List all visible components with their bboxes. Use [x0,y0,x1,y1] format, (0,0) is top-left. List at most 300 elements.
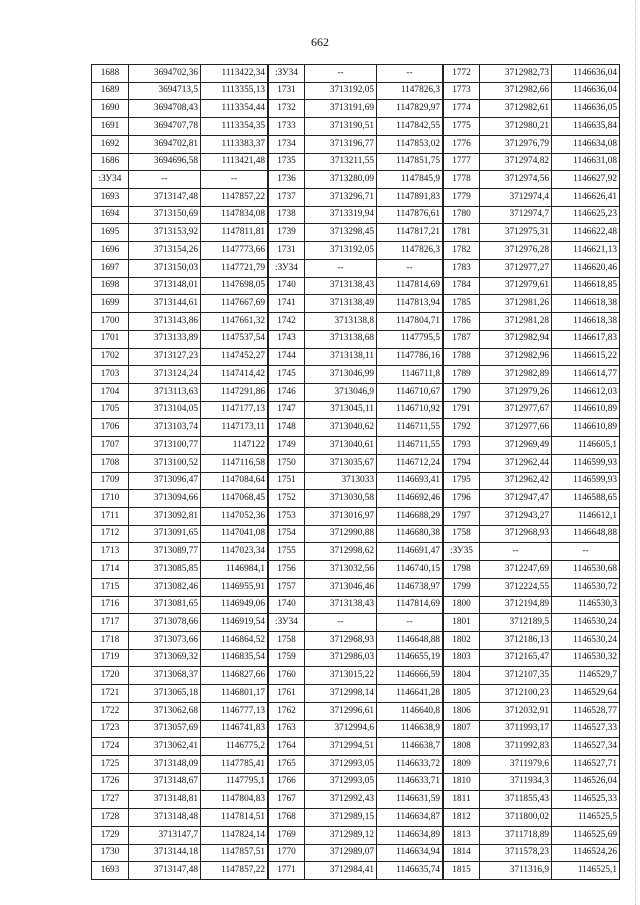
x-coordinate-cell: 3713035,67 [305,454,377,472]
x-coordinate-cell: -- [129,171,201,189]
x-coordinate-cell: 3711578,23 [480,844,552,862]
table-row [92,596,268,614]
x-coordinate-cell: 3713144,61 [129,295,201,313]
x-coordinate-cell: 3713068,37 [129,667,201,685]
point-number-cell: 1776 [444,135,480,153]
x-coordinate-cell: 3712986,03 [305,649,377,667]
y-coordinate-cell: 1146530,32 [552,649,620,667]
y-coordinate-cell: 1146636,05 [552,100,620,118]
table-row [269,472,443,490]
point-number-cell: 1715 [92,578,129,596]
point-number-cell: 1753 [269,507,305,525]
table-row [269,295,443,313]
y-coordinate-cell: 1146636,04 [552,65,620,83]
table-row [444,277,620,295]
table-row [92,118,268,136]
point-number-cell: 1809 [444,756,480,774]
point-number-cell: 1741 [269,295,305,313]
table-row [269,401,443,419]
y-coordinate-cell: 1146620,46 [552,259,620,277]
table-row [444,401,620,419]
x-coordinate-cell: 3712980,21 [480,118,552,136]
point-number-cell: 1710 [92,490,129,508]
y-coordinate-cell: 1146711,8 [377,366,443,384]
point-number-cell: 1761 [269,685,305,703]
x-coordinate-cell: 3713153,92 [129,224,201,242]
y-coordinate-cell: 1147813,94 [377,295,443,313]
y-coordinate-cell: 1113355,13 [201,82,268,100]
point-number-cell: 1692 [92,135,129,153]
x-coordinate-cell: 3713138,68 [305,330,377,348]
y-coordinate-cell: 1146777,13 [201,702,268,720]
table-row [269,348,443,366]
table-row [444,224,620,242]
point-number-cell: 1693 [92,189,129,207]
table-row [444,844,620,862]
table-row [444,649,620,667]
y-coordinate-cell: 1146627,92 [552,171,620,189]
x-coordinate-cell: 3712982,66 [480,82,552,100]
table-row [92,649,268,667]
point-number-cell: 1691 [92,118,129,136]
y-coordinate-cell: 1146919,54 [201,614,268,632]
x-coordinate-cell: 3713127,23 [129,348,201,366]
y-coordinate-cell: 1146711,55 [377,419,443,437]
table-row [444,667,620,685]
table-row [92,135,268,153]
y-coordinate-cell: 1146635,84 [552,118,620,136]
y-coordinate-cell: 1146631,08 [552,153,620,171]
point-number-cell: 1793 [444,437,480,455]
point-number-cell: 1749 [269,437,305,455]
point-number-cell: :ЗУ35 [444,543,480,561]
y-coordinate-cell: 1146636,04 [552,82,620,100]
x-coordinate-cell: 3711316,9 [480,862,552,880]
y-coordinate-cell: 1113421,48 [201,153,268,171]
table-row [269,330,443,348]
y-coordinate-cell: 1146528,77 [552,702,620,720]
x-coordinate-cell: 3711718,89 [480,826,552,844]
point-number-cell: 1750 [269,454,305,472]
y-coordinate-cell: 1147667,69 [201,295,268,313]
y-coordinate-cell: 1147785,41 [201,756,268,774]
x-coordinate-cell: 3712994,51 [305,738,377,756]
x-coordinate-cell: 3713089,77 [129,543,201,561]
table-row [444,313,620,331]
y-coordinate-cell: 1146648,88 [377,632,443,650]
table-row [269,419,443,437]
x-coordinate-cell: 3694707,78 [129,118,201,136]
table-row [269,242,443,260]
table-row [444,578,620,596]
y-coordinate-cell: 1147842,55 [377,118,443,136]
x-coordinate-cell: 3713085,85 [129,561,201,579]
point-number-cell: 1812 [444,809,480,827]
point-number-cell: 1739 [269,224,305,242]
x-coordinate-cell: 3713015,22 [305,667,377,685]
y-coordinate-cell: 1147084,64 [201,472,268,490]
table-row [92,756,268,774]
y-coordinate-cell: 1147851,75 [377,153,443,171]
table-row [444,685,620,703]
x-coordinate-cell: 3713192,05 [305,82,377,100]
x-coordinate-cell: 3713062,41 [129,738,201,756]
x-coordinate-cell: 3713091,65 [129,525,201,543]
y-coordinate-cell: -- [377,65,443,83]
x-coordinate-cell: 3713078,66 [129,614,201,632]
table-row [444,383,620,401]
point-number-cell: 1805 [444,685,480,703]
point-number-cell: :ЗУ34 [269,614,305,632]
x-coordinate-cell: 3713040,61 [305,437,377,455]
table-row [92,401,268,419]
table-row [92,525,268,543]
table-row [269,791,443,809]
point-number-cell: 1742 [269,313,305,331]
table-row [444,525,620,543]
point-number-cell: 1767 [269,791,305,809]
y-coordinate-cell: 1146618,85 [552,277,620,295]
x-coordinate-cell: 3713046,99 [305,366,377,384]
x-coordinate-cell: 3712981,26 [480,295,552,313]
x-coordinate-cell: 3713296,71 [305,189,377,207]
table-row [92,171,268,189]
table-row [444,118,620,136]
x-coordinate-cell: 3713154,26 [129,242,201,260]
point-number-cell: 1769 [269,826,305,844]
y-coordinate-cell: 1146835,54 [201,649,268,667]
x-coordinate-cell: 3713150,69 [129,206,201,224]
y-coordinate-cell: 1146712,24 [377,454,443,472]
point-number-cell: 1727 [92,791,129,809]
table-row [92,614,268,632]
x-coordinate-cell: 3713147,48 [129,862,201,880]
table-row [269,596,443,614]
point-number-cell: 1752 [269,490,305,508]
x-coordinate-cell: 3713138,43 [305,596,377,614]
x-coordinate-cell: 3713113,63 [129,383,201,401]
point-number-cell: 1722 [92,702,129,720]
point-number-cell: 1701 [92,330,129,348]
y-coordinate-cell: 1147817,21 [377,224,443,242]
table-row [444,809,620,827]
y-coordinate-cell: 1146688,29 [377,507,443,525]
table-row [444,756,620,774]
x-coordinate-cell: 3713196,77 [305,135,377,153]
y-coordinate-cell: 1146827,66 [201,667,268,685]
x-coordinate-cell: 3713069,32 [129,649,201,667]
x-coordinate-cell: 3713062,68 [129,702,201,720]
point-number-cell: 1782 [444,242,480,260]
y-coordinate-cell: 1146680,38 [377,525,443,543]
x-coordinate-cell: 3712975,31 [480,224,552,242]
table-row [269,135,443,153]
x-coordinate-cell: 3713191,69 [305,100,377,118]
table-row [269,206,443,224]
table-row [444,330,620,348]
table-row [269,720,443,738]
y-coordinate-cell: 1146740,15 [377,561,443,579]
point-number-cell: 1706 [92,419,129,437]
point-number-cell: 1728 [92,809,129,827]
point-number-cell: 1708 [92,454,129,472]
y-coordinate-cell: 1146526,04 [552,773,620,791]
table-row [92,277,268,295]
point-number-cell: 1794 [444,454,480,472]
point-number-cell: 1802 [444,632,480,650]
y-coordinate-cell: 1146738,97 [377,578,443,596]
coordinates-table-right [443,64,620,880]
point-number-cell: 1799 [444,578,480,596]
y-coordinate-cell: -- [201,171,268,189]
point-number-cell: 1731 [269,82,305,100]
point-number-cell: 1714 [92,561,129,579]
point-number-cell: 1778 [444,171,480,189]
y-coordinate-cell: 1147795,1 [201,773,268,791]
table-row [444,614,620,632]
x-coordinate-cell: 3712981,28 [480,313,552,331]
y-coordinate-cell: 1146610,89 [552,401,620,419]
table-row [92,295,268,313]
x-coordinate-cell: 3694708,43 [129,100,201,118]
table-row [444,596,620,614]
x-coordinate-cell: 3713148,09 [129,756,201,774]
point-number-cell: 1751 [269,472,305,490]
y-coordinate-cell: 1146529,7 [552,667,620,685]
x-coordinate-cell: 3713104,05 [129,401,201,419]
point-number-cell: :ЗУ34 [269,65,305,83]
point-number-cell: 1806 [444,702,480,720]
point-number-cell: 1762 [269,702,305,720]
table-row [92,330,268,348]
y-coordinate-cell: 1147414,42 [201,366,268,384]
x-coordinate-cell: 3712165,47 [480,649,552,667]
x-coordinate-cell: 3712982,73 [480,65,552,83]
y-coordinate-cell: 1146638,7 [377,738,443,756]
table-row [92,578,268,596]
coordinates-table-middle [268,64,443,880]
x-coordinate-cell: 3713138,8 [305,313,377,331]
table-row [269,153,443,171]
y-coordinate-cell: 1147876,61 [377,206,443,224]
y-coordinate-cell: 1146524,26 [552,844,620,862]
point-number-cell: 1788 [444,348,480,366]
y-coordinate-cell: 1147452,27 [201,348,268,366]
point-number-cell: 1718 [92,632,129,650]
y-coordinate-cell: 1146530,3 [552,596,620,614]
y-coordinate-cell: 1147845,9 [377,171,443,189]
point-number-cell: 1730 [92,844,129,862]
y-coordinate-cell: 1147661,32 [201,313,268,331]
point-number-cell: 1699 [92,295,129,313]
y-coordinate-cell: 1146626,41 [552,189,620,207]
table-row [92,454,268,472]
y-coordinate-cell: 1147786,16 [377,348,443,366]
x-coordinate-cell: 3713100,52 [129,454,201,472]
y-coordinate-cell: 1147891,83 [377,189,443,207]
point-number-cell: 1711 [92,507,129,525]
x-coordinate-cell: 3713190,51 [305,118,377,136]
point-number-cell: 1796 [444,490,480,508]
point-number-cell: 1775 [444,118,480,136]
point-number-cell: 1694 [92,206,129,224]
point-number-cell: 1789 [444,366,480,384]
table-row [444,348,620,366]
table-row [269,632,443,650]
point-number-cell: 1763 [269,720,305,738]
point-number-cell: 1798 [444,561,480,579]
y-coordinate-cell: 1147177,13 [201,401,268,419]
y-coordinate-cell: 1146612,03 [552,383,620,401]
x-coordinate-cell: 3713092,81 [129,507,201,525]
x-coordinate-cell: 3712186,13 [480,632,552,650]
y-coordinate-cell: 1146530,72 [552,578,620,596]
table-row [92,82,268,100]
table-row [444,773,620,791]
x-coordinate-cell: -- [305,259,377,277]
x-coordinate-cell: 3713138,11 [305,348,377,366]
table-row [444,295,620,313]
x-coordinate-cell: 3711800,02 [480,809,552,827]
y-coordinate-cell: 1146801,17 [201,685,268,703]
page-number: 662 [311,35,329,49]
table-row [269,525,443,543]
x-coordinate-cell: 3712247,69 [480,561,552,579]
x-coordinate-cell: 3712976,28 [480,242,552,260]
point-number-cell: 1729 [92,826,129,844]
point-number-cell: 1707 [92,437,129,455]
y-coordinate-cell: 1147814,51 [201,809,268,827]
x-coordinate-cell: 3712993,05 [305,756,377,774]
point-number-cell: 1725 [92,756,129,774]
table-row [444,259,620,277]
x-coordinate-cell: 3712974,56 [480,171,552,189]
table-row [444,738,620,756]
point-number-cell: 1689 [92,82,129,100]
x-coordinate-cell: 3712968,93 [480,525,552,543]
x-coordinate-cell: 3713096,47 [129,472,201,490]
x-coordinate-cell: 3713192,05 [305,242,377,260]
coordinates-table-left [91,64,268,880]
point-number-cell: 1734 [269,135,305,153]
x-coordinate-cell: 3712989,07 [305,844,377,862]
point-number-cell: 1740 [269,596,305,614]
x-coordinate-cell: 3713147,48 [129,189,201,207]
point-number-cell: 1795 [444,472,480,490]
table-row [92,667,268,685]
y-coordinate-cell: 1146610,89 [552,419,620,437]
y-coordinate-cell: 1146710,67 [377,383,443,401]
y-coordinate-cell: 1146621,13 [552,242,620,260]
y-coordinate-cell: 1146530,24 [552,614,620,632]
table-row [269,738,443,756]
table-row [92,189,268,207]
point-number-cell: 1770 [269,844,305,862]
table-row [92,366,268,384]
table-row [269,561,443,579]
table-row [269,189,443,207]
x-coordinate-cell: 3712979,26 [480,383,552,401]
x-coordinate-cell: 3713148,67 [129,773,201,791]
table-row [269,685,443,703]
y-coordinate-cell: 1146634,89 [377,826,443,844]
x-coordinate-cell: 3713147,7 [129,826,201,844]
y-coordinate-cell: 1146618,38 [552,313,620,331]
x-coordinate-cell: 3713143,86 [129,313,201,331]
table-row [269,259,443,277]
y-coordinate-cell: -- [552,543,620,561]
table-row [269,862,443,880]
point-number-cell: 1758 [269,632,305,650]
table-row [92,826,268,844]
point-number-cell: 1698 [92,277,129,295]
point-number-cell: 1768 [269,809,305,827]
y-coordinate-cell: 1146955,91 [201,578,268,596]
x-coordinate-cell: 3713148,01 [129,277,201,295]
table-row [92,738,268,756]
x-coordinate-cell: 3713073,66 [129,632,201,650]
y-coordinate-cell: 1147795,5 [377,330,443,348]
point-number-cell: 1724 [92,738,129,756]
table-row [444,206,620,224]
y-coordinate-cell: 1146984,1 [201,561,268,579]
point-number-cell: 1748 [269,419,305,437]
table-row [269,543,443,561]
x-coordinate-cell: 3712977,66 [480,419,552,437]
table-row [92,507,268,525]
point-number-cell: 1791 [444,401,480,419]
point-number-cell: 1736 [269,171,305,189]
table-row [92,844,268,862]
point-number-cell: 1719 [92,649,129,667]
point-number-cell: 1746 [269,383,305,401]
point-number-cell: 1814 [444,844,480,862]
x-coordinate-cell: 3713148,48 [129,809,201,827]
x-coordinate-cell: 3712993,05 [305,773,377,791]
y-coordinate-cell: 1147824,14 [201,826,268,844]
y-coordinate-cell: 1146641,28 [377,685,443,703]
x-coordinate-cell: 3713057,69 [129,720,201,738]
point-number-cell: 1780 [444,206,480,224]
x-coordinate-cell: 3712982,94 [480,330,552,348]
table-row [92,543,268,561]
table-row [92,348,268,366]
point-number-cell: 1813 [444,826,480,844]
x-coordinate-cell: 3713148,81 [129,791,201,809]
point-number-cell: 1731 [269,242,305,260]
y-coordinate-cell: 1146622,48 [552,224,620,242]
x-coordinate-cell: 3713046,46 [305,578,377,596]
x-coordinate-cell: 3712224,55 [480,578,552,596]
point-number-cell: 1733 [269,118,305,136]
point-number-cell: 1709 [92,472,129,490]
point-number-cell: 1815 [444,862,480,880]
x-coordinate-cell: 3713045,11 [305,401,377,419]
x-coordinate-cell: 3694713,5 [129,82,201,100]
point-number-cell: 1745 [269,366,305,384]
point-number-cell: 1713 [92,543,129,561]
x-coordinate-cell: 3713081,65 [129,596,201,614]
point-number-cell: 1696 [92,242,129,260]
point-number-cell: 1797 [444,507,480,525]
table-row [92,383,268,401]
table-row [269,118,443,136]
point-number-cell: 1787 [444,330,480,348]
table-row [269,224,443,242]
y-coordinate-cell: 1147829,97 [377,100,443,118]
x-coordinate-cell: 3713280,09 [305,171,377,189]
x-coordinate-cell: 3713103,74 [129,419,201,437]
